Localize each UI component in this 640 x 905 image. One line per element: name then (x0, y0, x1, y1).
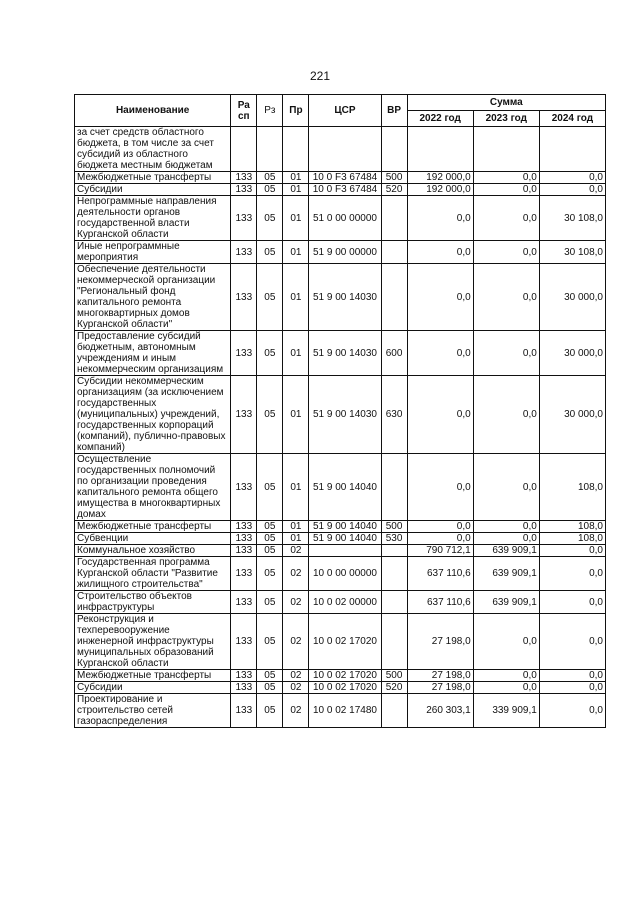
row-vr: 630 (381, 376, 407, 454)
row-amount-2024: 108,0 (539, 454, 605, 521)
row-pr: 02 (283, 545, 309, 557)
row-csr: 10 0 F3 67484 (309, 184, 381, 196)
row-rz: 05 (257, 533, 283, 545)
row-rasp (231, 127, 257, 172)
row-pr: 02 (283, 682, 309, 694)
row-amount-2024: 30 108,0 (539, 196, 605, 241)
row-rz: 05 (257, 172, 283, 184)
row-pr: 01 (283, 241, 309, 264)
row-name: Субвенции (75, 533, 231, 545)
table-row (75, 454, 606, 521)
page-number: 221 (309, 69, 331, 83)
row-csr: 10 0 02 17480 (309, 694, 381, 728)
row-amount-2022: 790 712,1 (407, 545, 473, 557)
table-row (75, 557, 606, 591)
row-pr: 02 (283, 614, 309, 670)
row-rasp: 133 (231, 614, 257, 670)
row-amount-2022: 27 198,0 (407, 670, 473, 682)
row-amount-2023: 0,0 (473, 376, 539, 454)
row-rasp: 133 (231, 682, 257, 694)
row-amount-2023: 639 909,1 (473, 591, 539, 614)
row-amount-2022: 0,0 (407, 264, 473, 331)
row-csr: 51 9 00 14040 (309, 521, 381, 533)
row-rz: 05 (257, 682, 283, 694)
row-name: за счет средств областного бюджета, в том числе за счет субсидий из областного бюджета местным бюджетам (75, 127, 231, 172)
row-vr (381, 545, 407, 557)
row-csr (309, 127, 381, 172)
header-pr: Пр (283, 95, 309, 127)
row-amount-2024: 0,0 (539, 172, 605, 184)
row-rz: 05 (257, 521, 283, 533)
row-name: Непрограммные направления деятельности органов государственной власти Курганской области (75, 196, 231, 241)
row-pr: 01 (283, 264, 309, 331)
row-amount-2023: 0,0 (473, 264, 539, 331)
row-vr: 520 (381, 682, 407, 694)
row-vr: 500 (381, 670, 407, 682)
row-csr: 10 0 02 17020 (309, 670, 381, 682)
table-row (75, 545, 606, 557)
row-vr: 600 (381, 331, 407, 376)
row-rz: 05 (257, 264, 283, 331)
row-csr: 10 0 02 00000 (309, 591, 381, 614)
row-amount-2024: 30 000,0 (539, 376, 605, 454)
row-pr: 02 (283, 670, 309, 682)
header-rasp: Ра сп (231, 95, 257, 127)
row-amount-2023 (473, 127, 539, 172)
row-vr (381, 557, 407, 591)
row-vr: 530 (381, 533, 407, 545)
row-amount-2024: 30 000,0 (539, 331, 605, 376)
row-rz: 05 (257, 614, 283, 670)
row-csr: 51 9 00 14040 (309, 454, 381, 521)
row-amount-2023: 0,0 (473, 614, 539, 670)
header-sum: Сумма (407, 95, 605, 111)
row-amount-2023: 0,0 (473, 331, 539, 376)
row-name: Реконструкция и техперевооружение инженерной инфраструктуры муниципальных образований Курганской области (75, 614, 231, 670)
row-rasp: 133 (231, 694, 257, 728)
row-name: Коммунальное хозяйство (75, 545, 231, 557)
table-row (75, 241, 606, 264)
row-rasp: 133 (231, 557, 257, 591)
row-rasp: 133 (231, 241, 257, 264)
row-vr (381, 241, 407, 264)
row-vr (381, 694, 407, 728)
row-rasp: 133 (231, 264, 257, 331)
row-csr: 51 9 00 14030 (309, 376, 381, 454)
row-rz: 05 (257, 241, 283, 264)
row-amount-2023: 0,0 (473, 533, 539, 545)
row-pr: 01 (283, 172, 309, 184)
row-rz: 05 (257, 184, 283, 196)
row-name: Осуществление государственных полномочий по организации проведения капитального ремонта общего имущества в многоквартирных домах (75, 454, 231, 521)
row-csr: 10 0 F3 67484 (309, 172, 381, 184)
row-amount-2023: 0,0 (473, 670, 539, 682)
row-csr: 51 9 00 14030 (309, 331, 381, 376)
row-amount-2022 (407, 127, 473, 172)
row-rz: 05 (257, 694, 283, 728)
row-amount-2023: 0,0 (473, 241, 539, 264)
row-amount-2024: 0,0 (539, 184, 605, 196)
row-vr: 520 (381, 184, 407, 196)
table-body (75, 127, 606, 728)
table-row (75, 184, 606, 196)
row-name: Субсидии некоммерческим организациям (за исключением государственных (муниципальных) учреждений, государственных корпораций (компаний), публично-правовых компаний) (75, 376, 231, 454)
row-amount-2023: 639 909,1 (473, 557, 539, 591)
row-amount-2023: 0,0 (473, 172, 539, 184)
row-rz (257, 127, 283, 172)
row-amount-2022: 0,0 (407, 454, 473, 521)
header-2022: 2022 год (407, 111, 473, 127)
row-name: Обеспечение деятельности некоммерческой организации "Региональный фонд капитального ремонта многоквартирных домов Курганской области" (75, 264, 231, 331)
row-amount-2022: 637 110,6 (407, 591, 473, 614)
row-amount-2024: 0,0 (539, 694, 605, 728)
row-rz: 05 (257, 545, 283, 557)
row-rz: 05 (257, 454, 283, 521)
row-amount-2024: 0,0 (539, 545, 605, 557)
row-amount-2022: 27 198,0 (407, 614, 473, 670)
row-rasp: 133 (231, 545, 257, 557)
row-amount-2023: 639 909,1 (473, 545, 539, 557)
row-amount-2023: 0,0 (473, 682, 539, 694)
row-rasp: 133 (231, 454, 257, 521)
row-amount-2024: 0,0 (539, 614, 605, 670)
row-amount-2023: 0,0 (473, 521, 539, 533)
row-rz: 05 (257, 557, 283, 591)
row-rz: 05 (257, 591, 283, 614)
row-name: Субсидии (75, 184, 231, 196)
row-pr (283, 127, 309, 172)
row-vr (381, 196, 407, 241)
row-name: Межбюджетные трансферты (75, 670, 231, 682)
row-name: Строительство объектов инфраструктуры (75, 591, 231, 614)
row-amount-2022: 0,0 (407, 521, 473, 533)
row-rasp: 133 (231, 533, 257, 545)
row-amount-2024 (539, 127, 605, 172)
row-amount-2022: 192 000,0 (407, 184, 473, 196)
table-row (75, 533, 606, 545)
row-rz: 05 (257, 376, 283, 454)
row-amount-2024: 108,0 (539, 533, 605, 545)
row-csr: 10 0 02 17020 (309, 614, 381, 670)
row-amount-2022: 192 000,0 (407, 172, 473, 184)
row-pr: 01 (283, 196, 309, 241)
row-amount-2022: 0,0 (407, 331, 473, 376)
row-amount-2024: 30 108,0 (539, 241, 605, 264)
header-vr: ВР (381, 95, 407, 127)
row-vr (381, 614, 407, 670)
budget-table (74, 94, 606, 728)
row-name: Предоставление субсидий бюджетным, автономным учреждениям и иным некоммерческим организациям (75, 331, 231, 376)
row-amount-2023: 339 909,1 (473, 694, 539, 728)
table-row (75, 682, 606, 694)
row-pr: 01 (283, 521, 309, 533)
table-row (75, 521, 606, 533)
row-csr: 51 9 00 14030 (309, 264, 381, 331)
table-row (75, 670, 606, 682)
row-vr (381, 591, 407, 614)
table-row (75, 127, 606, 172)
row-amount-2022: 0,0 (407, 533, 473, 545)
row-name: Проектирование и строительство сетей газораспределения (75, 694, 231, 728)
row-csr: 10 0 00 00000 (309, 557, 381, 591)
row-amount-2022: 0,0 (407, 196, 473, 241)
row-amount-2024: 30 000,0 (539, 264, 605, 331)
row-vr (381, 127, 407, 172)
row-amount-2022: 637 110,6 (407, 557, 473, 591)
row-amount-2022: 27 198,0 (407, 682, 473, 694)
row-name: Субсидии (75, 682, 231, 694)
table-row (75, 614, 606, 670)
row-name: Иные непрограммные мероприятия (75, 241, 231, 264)
table-row (75, 376, 606, 454)
row-csr: 51 9 00 14040 (309, 533, 381, 545)
row-rz: 05 (257, 331, 283, 376)
row-amount-2022: 0,0 (407, 241, 473, 264)
header-2023: 2023 год (473, 111, 539, 127)
row-pr: 02 (283, 694, 309, 728)
row-amount-2024: 0,0 (539, 670, 605, 682)
row-rasp: 133 (231, 376, 257, 454)
row-csr (309, 545, 381, 557)
row-amount-2024: 0,0 (539, 591, 605, 614)
row-name: Межбюджетные трансферты (75, 172, 231, 184)
row-vr: 500 (381, 521, 407, 533)
row-csr: 51 0 00 00000 (309, 196, 381, 241)
row-rasp: 133 (231, 591, 257, 614)
row-pr: 01 (283, 331, 309, 376)
table-row (75, 196, 606, 241)
table-row (75, 264, 606, 331)
row-rasp: 133 (231, 521, 257, 533)
row-rz: 05 (257, 670, 283, 682)
row-rasp: 133 (231, 172, 257, 184)
table-row (75, 694, 606, 728)
row-amount-2024: 108,0 (539, 521, 605, 533)
table-row (75, 591, 606, 614)
header-name: Наименование (75, 95, 231, 127)
row-csr: 51 9 00 00000 (309, 241, 381, 264)
row-amount-2023: 0,0 (473, 184, 539, 196)
row-rasp: 133 (231, 331, 257, 376)
row-vr: 500 (381, 172, 407, 184)
table-row (75, 331, 606, 376)
row-amount-2022: 260 303,1 (407, 694, 473, 728)
row-vr (381, 454, 407, 521)
row-vr (381, 264, 407, 331)
row-rasp: 133 (231, 196, 257, 241)
header-2024: 2024 год (539, 111, 605, 127)
row-amount-2022: 0,0 (407, 376, 473, 454)
row-amount-2024: 0,0 (539, 682, 605, 694)
row-rasp: 133 (231, 184, 257, 196)
row-amount-2023: 0,0 (473, 454, 539, 521)
header-csr: ЦСР (309, 95, 381, 127)
row-name: Государственная программа Курганской области "Развитие жилищного строительства" (75, 557, 231, 591)
row-amount-2024: 0,0 (539, 557, 605, 591)
row-pr: 01 (283, 184, 309, 196)
row-csr: 10 0 02 17020 (309, 682, 381, 694)
row-rasp: 133 (231, 670, 257, 682)
row-pr: 02 (283, 591, 309, 614)
row-amount-2023: 0,0 (473, 196, 539, 241)
row-pr: 02 (283, 557, 309, 591)
row-pr: 01 (283, 533, 309, 545)
table-row (75, 172, 606, 184)
header-rz: Рз (257, 95, 283, 127)
row-pr: 01 (283, 454, 309, 521)
row-pr: 01 (283, 376, 309, 454)
row-rz: 05 (257, 196, 283, 241)
row-name: Межбюджетные трансферты (75, 521, 231, 533)
